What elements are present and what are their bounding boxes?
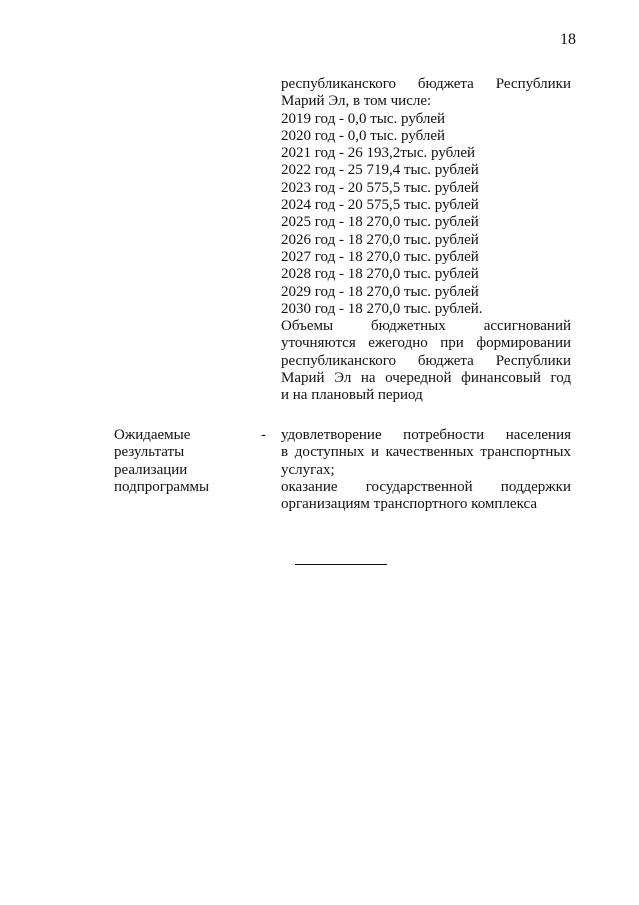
- financing-intro-line: Марий Эл, в том числе:: [281, 93, 432, 110]
- financing-intro-line: республиканского бюджета Республики: [281, 76, 571, 92]
- financing-year-line: 2030 год - 18 270,0 тыс. рублей.: [281, 300, 483, 317]
- results-label-line: реализации: [114, 461, 188, 478]
- financing-year-line: 2022 год - 25 719,4 тыс. рублей: [281, 162, 479, 179]
- financing-year-line: 2025 год - 18 270,0 тыс. рублей: [281, 214, 479, 231]
- financing-note-line: республиканского бюджета Республики: [281, 352, 571, 369]
- results-label-line: результаты: [114, 444, 185, 461]
- results-dash: -: [261, 427, 266, 443]
- results-text-line: организациям транспортного комплекса: [281, 496, 537, 513]
- results-label-line: Ожидаемые: [114, 427, 191, 443]
- financing-note-line: Объемы бюджетных ассигнований: [281, 318, 571, 335]
- results-text-line: услугах;: [281, 461, 335, 478]
- results-text: [281, 427, 571, 513]
- results-text-line: удовлетворение потребности населения: [281, 427, 571, 443]
- financing-block: [281, 76, 571, 405]
- financing-year-line: 2029 год - 18 270,0 тыс. рублей: [281, 283, 479, 300]
- financing-year-line: 2027 год - 18 270,0 тыс. рублей: [281, 248, 479, 265]
- results-text-line: в доступных и качественных транспортных: [281, 444, 571, 461]
- results-text-line: оказание государственной поддержки: [281, 478, 571, 495]
- financing-year-line: 2019 год - 0,0 тыс. рублей: [281, 110, 446, 127]
- financing-year-line: 2021 год - 26 193,2тыс. рублей: [281, 145, 476, 162]
- closing-rule: [295, 564, 387, 565]
- financing-note-line: Марий Эл на очередной финансовый год: [281, 370, 571, 387]
- financing-year-line: 2026 год - 18 270,0 тыс. рублей: [281, 231, 479, 248]
- financing-year-line: 2023 год - 20 575,5 тыс. рублей: [281, 179, 479, 196]
- results-label: [114, 427, 244, 496]
- results-label-line: подпрограммы: [114, 478, 210, 495]
- financing-year-line: 2028 год - 18 270,0 тыс. рублей: [281, 266, 479, 283]
- financing-note-line: уточняются ежегодно при формировании: [281, 335, 571, 352]
- page-number: 18: [560, 31, 576, 48]
- financing-year-line: 2024 год - 20 575,5 тыс. рублей: [281, 197, 479, 214]
- financing-note-line: и на плановый период: [281, 387, 423, 404]
- financing-year-line: 2020 год - 0,0 тыс. рублей: [281, 127, 446, 144]
